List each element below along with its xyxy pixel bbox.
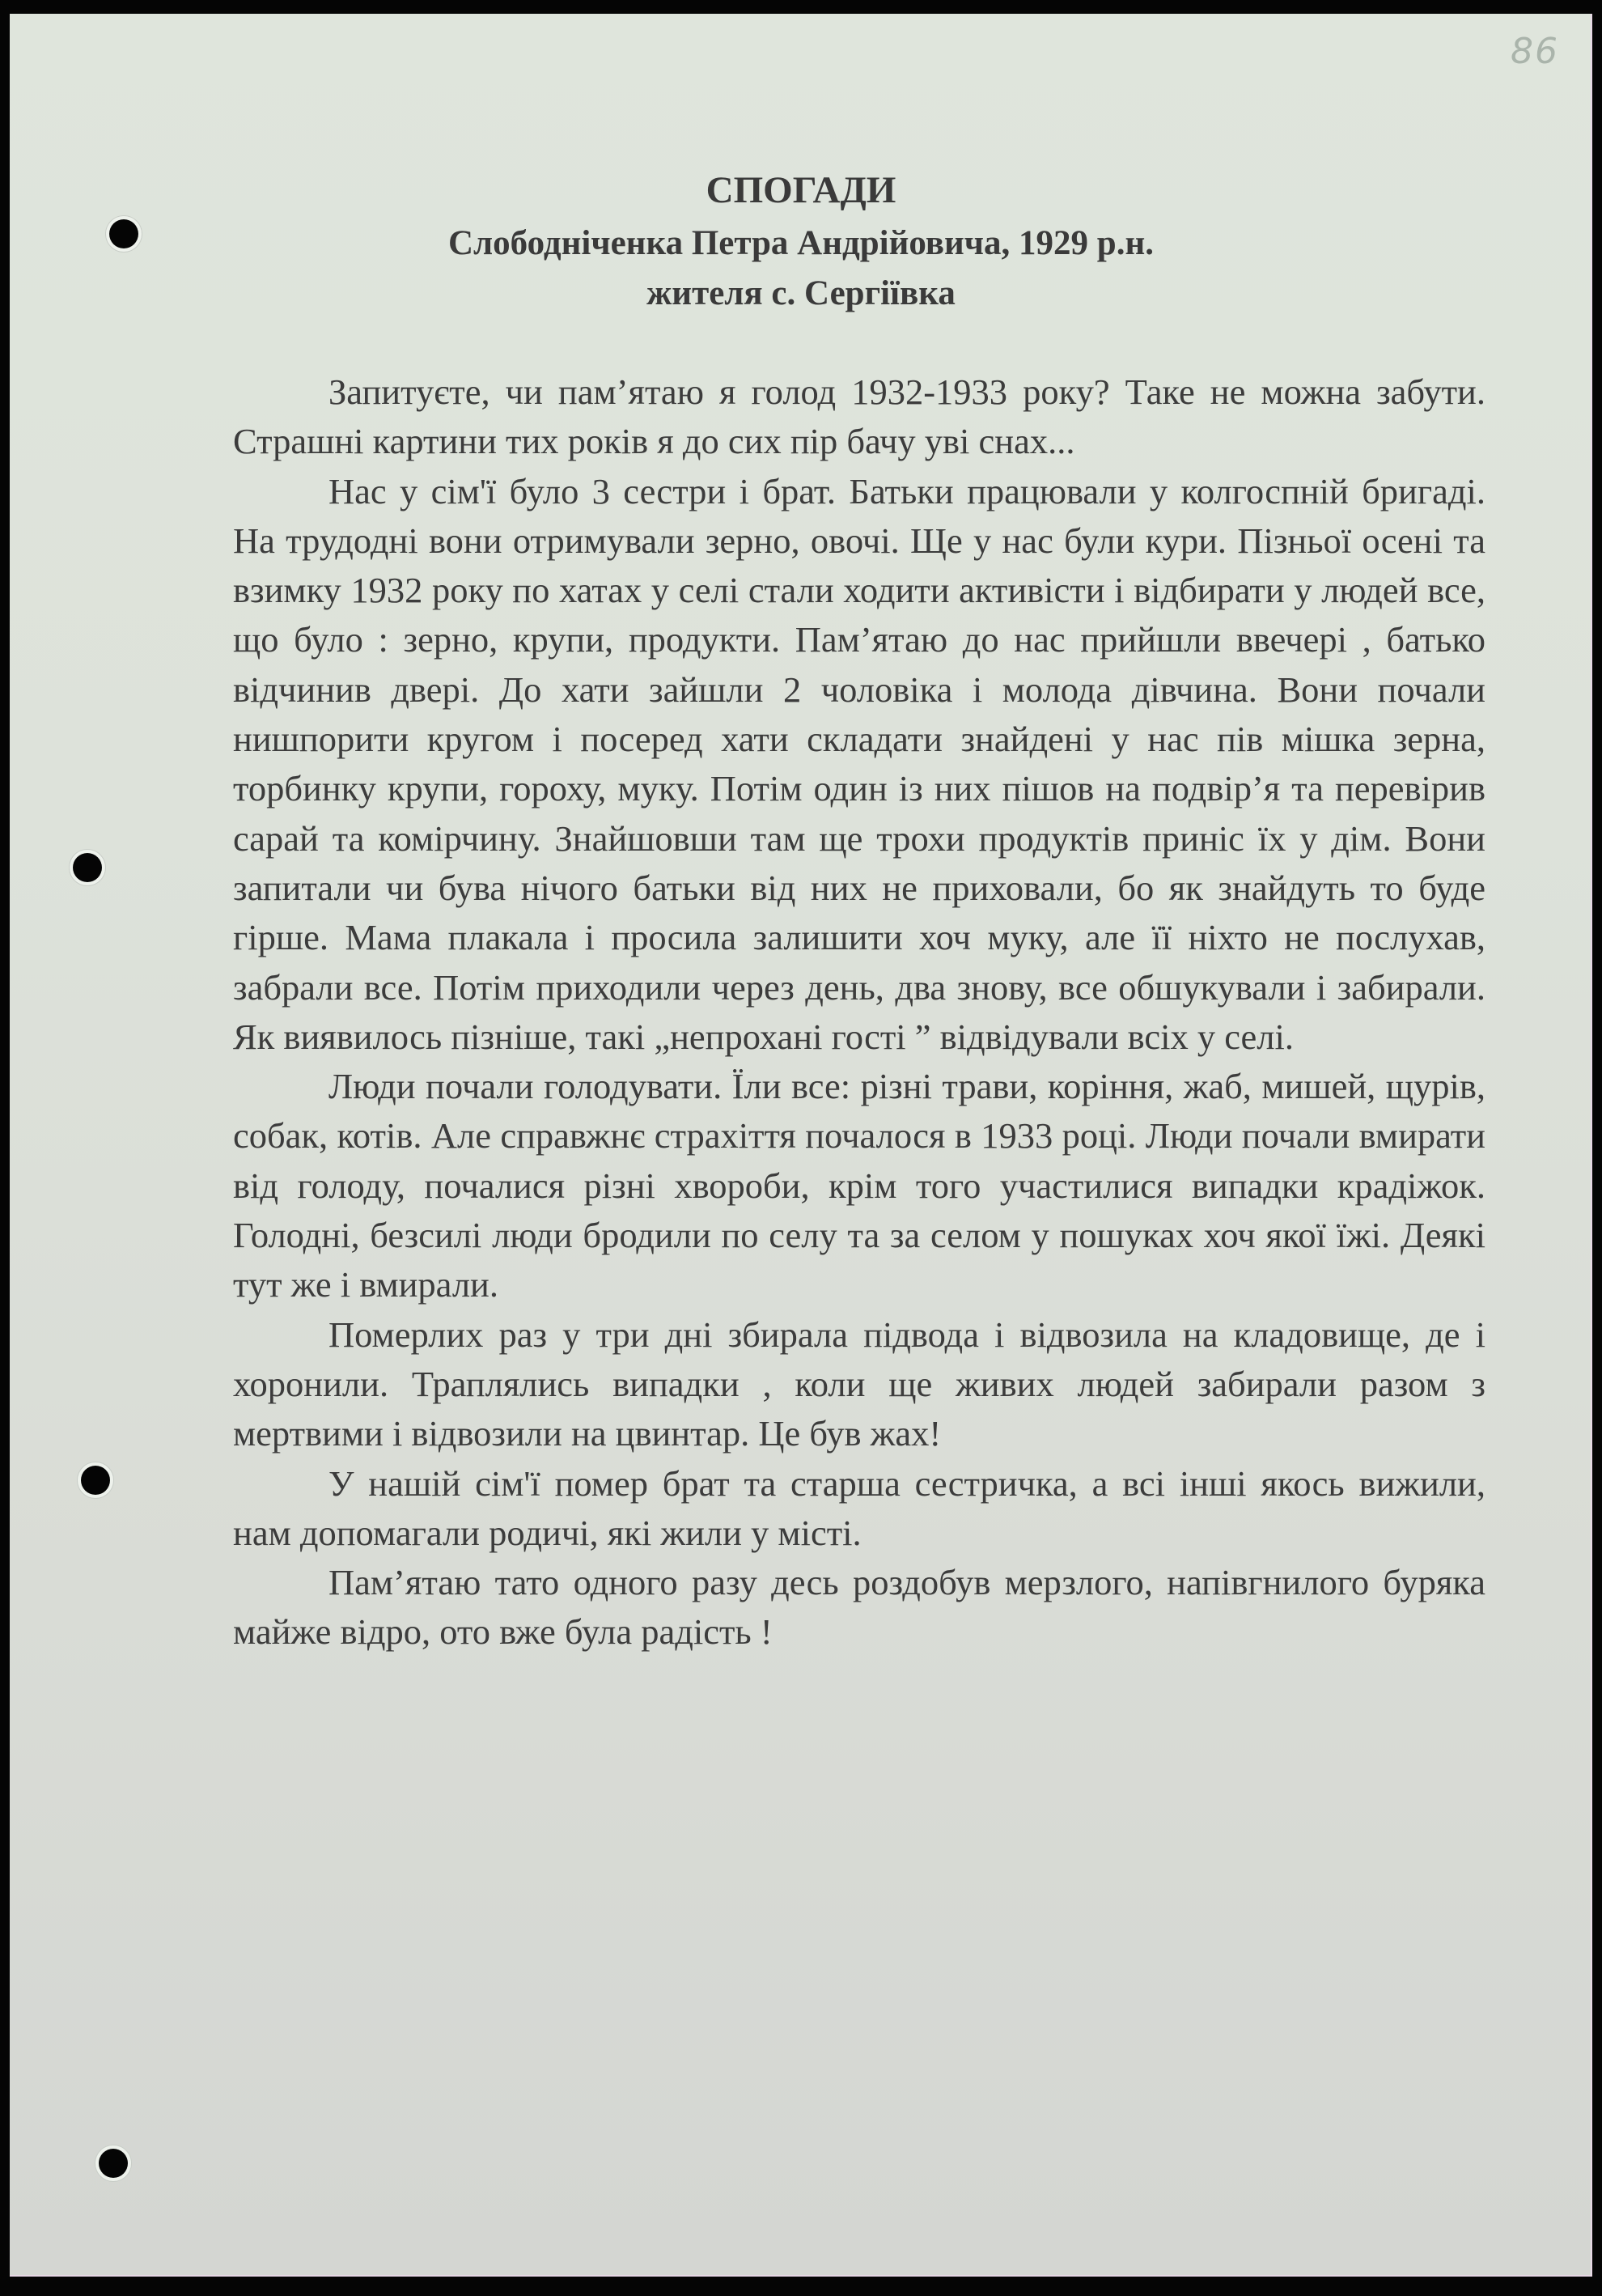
paragraph: У нашій сім'ї помер брат та старша сестричка, а всі інші якось вижили, нам допомагали родичі, які жили у місті. xyxy=(233,1462,1485,1553)
paragraph: Пам’ятаю тато одного разу десь роздобув мерзлого, напівгнилого буряка майже відро, ото вже була радість ! xyxy=(233,1562,1485,1653)
paragraph: Нас у сім'ї було 3 сестри і брат. Батьки працювали у колгоспній бригаді. На трудодні вони отримували зерно, овочі. Ще у нас були кури. Пізньої осені та взимку 1932 року по хатах у селі стали ходити активісти і відбирати у людей все, що було : зерно, крупи, продукти. Пам’ятаю до нас прийшли ввечері , батько відчинив двері. До хати зайшли 2 чоловіка і молода дівчина. Вони почали нишпорити кругом і посеред хати складати знайдені у нас пів мішка зерна, торбинку крупи, гороху, муку. Потім один із них пішов на подвір’я та перевірив сарай та комірчину. Знайшовши там ще трохи продуктів приніс їх у дім. Вони запитали чи бува нічого батьки від них не приховали, бо як знайдуть то буде гірше. Мама плакала і просила залишити хоч муку, але її ніхто не послухав, забрали все. Потім приходили через день, два знову, все обшукували і забирали. Як виявилось пізніше, такі „непрохані гості ” відвідували всіх у селі. xyxy=(233,470,1485,1057)
paragraph: Запитуєте, чи пам’ятаю я голод 1932-1933 року? Таке не можна забути. Страшні картини тих років я до сих пір бачу уві снах... xyxy=(233,371,1485,462)
document-subtitle-residence: жителя с. Сергіївка xyxy=(646,274,956,312)
document-body xyxy=(233,367,1485,1657)
document-subtitle-author: Слободніченка Петра Андрійовича, 1929 р.н. xyxy=(447,224,1154,262)
punch-hole xyxy=(99,2149,128,2178)
handwritten-page-number: 86 xyxy=(1511,31,1559,72)
paragraph: Люди почали голодувати. Їли все: різні трави, коріння, жаб, мишей, щурів, собак, котів. Але справжнє страхіття почалося в 1933 році. Люди почали вмирати від голоду, почалися різні хвороби, крім того участилися випадки крадіжок. Голодні, безсилі люди бродили по селу та за селом у пошуках хоч якої їжі. Деякі тут же і вмирали. xyxy=(233,1066,1485,1305)
punch-hole xyxy=(73,853,102,882)
paragraph: Померлих раз у три дні збирала підвода і відвозила на кладовище, де і хоронили. Траплялись випадки , коли ще живих людей забирали разом з мертвими і відвозили на цвинтар. Це був жах! xyxy=(233,1314,1485,1454)
punch-hole xyxy=(81,1466,110,1495)
document-title: СПОГАДИ xyxy=(706,169,896,211)
